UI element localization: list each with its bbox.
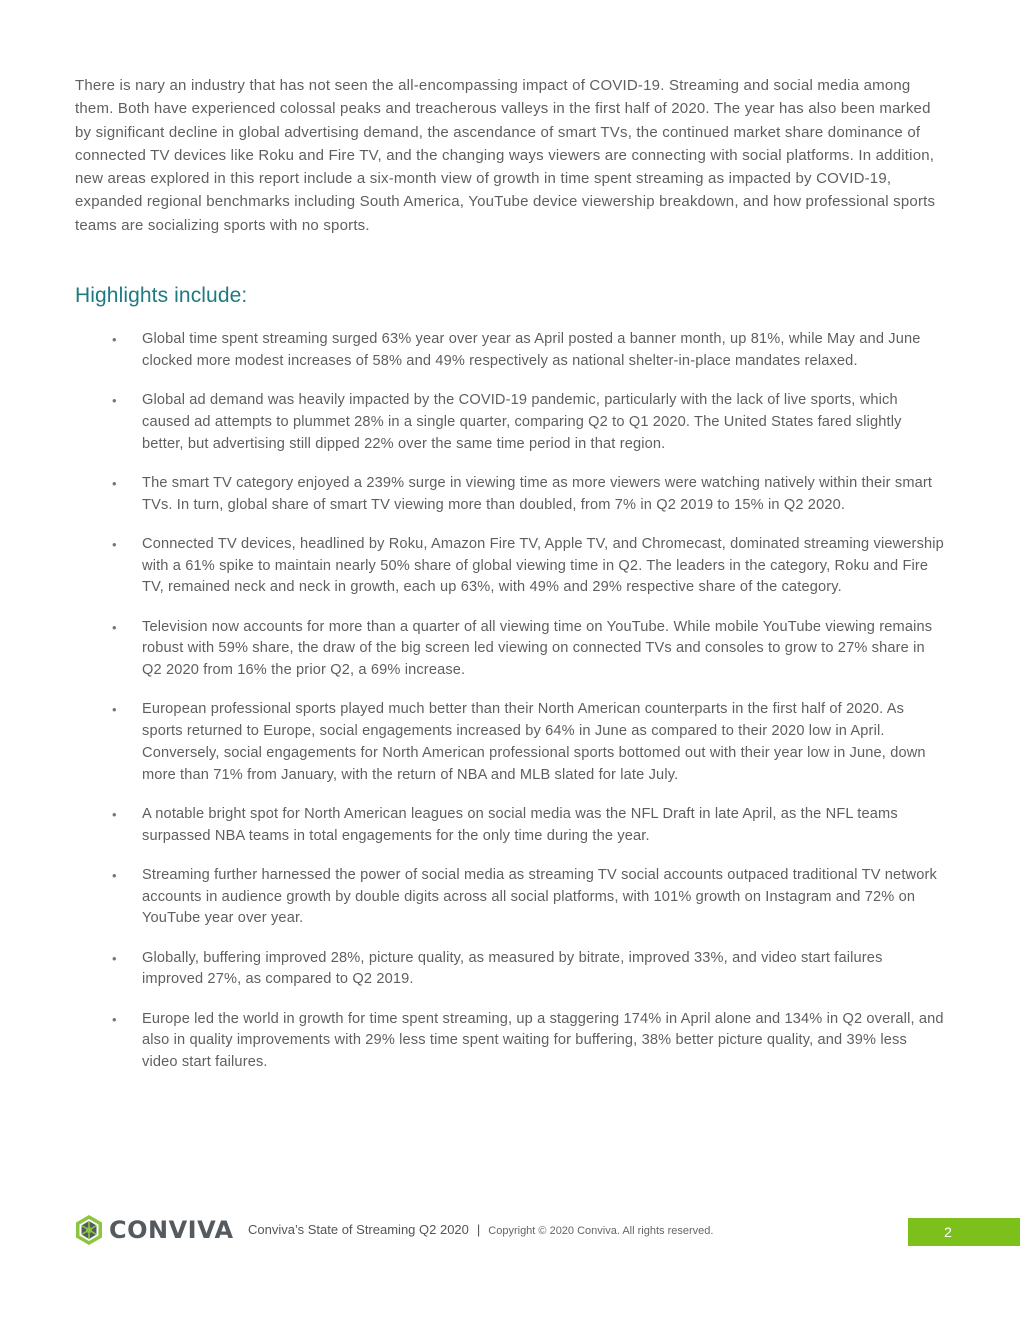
list-item-text: Television now accounts for more than a quarter of all viewing time on YouTube. While mobile YouTube viewing remains robust with 59% share, the draw of the big screen led viewing on connected TVs and consoles to grow to 27% share in Q2 2020 from 16% the prior Q2, a 69% increase. [142,618,933,679]
bullet-icon: • [112,536,117,552]
copyright-notice: Copyright © 2020 Conviva. All rights reserved. [488,1225,714,1237]
list-item [110,617,946,682]
bullet-icon: • [112,475,117,491]
bullet-icon: • [112,392,117,408]
highlights-heading: Highlights include: [75,284,248,307]
bullet-icon: • [112,806,117,822]
list-item [110,699,946,786]
list-item [110,329,946,373]
conviva-logo [75,1214,234,1246]
list-item-text: Global ad demand was heavily impacted by the COVID-19 pandemic, particularly with the lack of live sports, which caused ad attempts to plummet 28% in a single quarter, comparing Q2 to Q1 2020. The United States fared slightly better, but advertising still dipped 22% over the same time period in that region. [142,391,902,452]
list-item-text: The smart TV category enjoyed a 239% surge in viewing time as more viewers were watching natively within their smart TVs. In turn, global share of smart TV viewing more than doubled, from 7% in Q2 2019 to 15% in Q2 2020. [142,474,933,513]
bullet-icon: • [112,867,117,883]
conviva-logo-icon [75,1214,103,1246]
list-item [110,390,946,455]
list-item-text: Connected TV devices, headlined by Roku, Amazon Fire TV, Apple TV, and Chromecast, dominated streaming viewership with a 61% spike to maintain nearly 50% share of global viewing time in Q2. The leaders in the category, Roku and Fire TV, remained neck and neck in growth, each up 63%, with 49% and 29% respective share of the category. [142,535,944,596]
report-title: Conviva’s State of Streaming Q2 2020 [248,1222,469,1237]
list-item-text: Global time spent streaming surged 63% year over year as April posted a banner month, up 81%, while May and June clocked more modest increases of 58% and 49% respectively as national shelter-in-place mandates relaxed. [142,331,921,369]
bullet-icon: • [112,619,117,635]
list-item [110,473,946,517]
bullet-icon: • [112,702,117,718]
bullet-icon: • [112,332,117,347]
list-item-text: European professional sports played much better than their North American counterparts in the first half of 2020. As sports returned to Europe, social engagements increased by 64% in June as compared to their 2020 low in April. Conversely, social engagements for North American professional sports bottomed out with their year low in June, down more than 71% from January, with the return of NBA and MLB slated for late July. [142,701,926,783]
page-number-badge [908,1218,1020,1246]
footer-separator: | [476,1222,481,1237]
list-item [110,948,946,992]
page-number: 2 [944,1224,952,1240]
intro-paragraph: There is nary an industry that has not seen the all-encompassing impact of COVID-19. Streaming and social media among them. Both have experienced colossal peaks and treacherous valleys in the first half of 2020. The year has also been marked by significant decline in global advertising demand, the ascendance of smart TVs, the continued market share dominance of connected TV devices like Roku and Fire TV, and the changing ways viewers are connecting with social platforms. In addition, new areas explored in this report include a six-month view of growth in time spent streaming as impacted by COVID-19, expanded regional benchmarks including South America, YouTube device viewership breakdown, and how professional sports teams are socializing sports with no sports. [75,77,936,234]
footer-text [248,1222,713,1237]
list-item-text: Europe led the world in growth for time spent streaming, up a staggering 174% in April alone and 134% in Q2 overall, and also in quality improvements with 29% less time spent waiting for buffering, 38% better picture quality, and 39% less video start failures. [142,1010,944,1071]
bullet-icon: • [112,950,117,966]
logo-wordmark: CONVIVA [109,1216,234,1244]
page-footer [0,1212,1020,1252]
list-item [110,1009,946,1074]
list-item [110,804,946,848]
list-item [110,534,946,599]
list-item-text: A notable bright spot for North American leagues on social media was the NFL Draft in late April, as the NFL teams surpassed NBA teams in total engagements for the only time during the year. [142,805,898,844]
list-item [110,865,946,930]
list-item-text: Globally, buffering improved 28%, picture quality, as measured by bitrate, improved 33%, and video start failures improved 27%, as compared to Q2 2019. [142,949,883,988]
highlights-list [110,329,946,1091]
list-item-text: Streaming further harnessed the power of social media as streaming TV social accounts outpaced traditional TV network accounts in audience growth by double digits across all social platforms, with 101% growth on Instagram and 72% on YouTube year over year. [142,866,937,927]
bullet-icon: • [112,1011,117,1027]
